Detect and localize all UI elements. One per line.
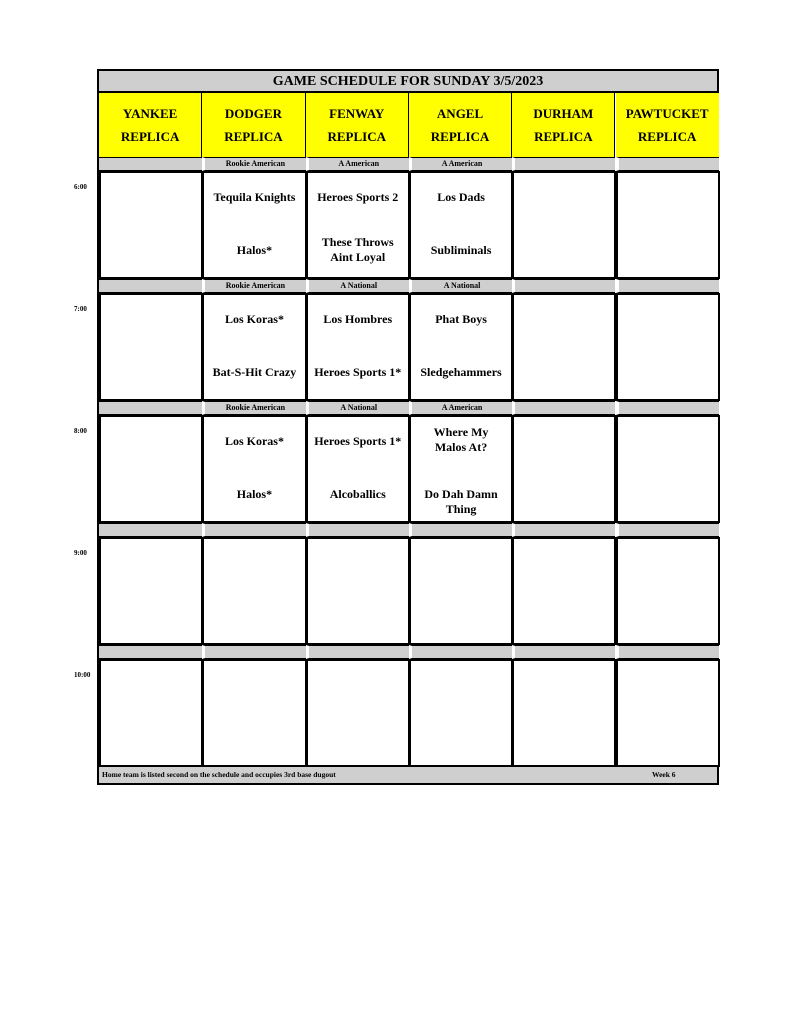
- division-band: [99, 279, 202, 293]
- division-band: [512, 523, 615, 537]
- field-header-fenway: [306, 93, 409, 157]
- game-cell: [202, 293, 306, 401]
- home-team: Do Dah Damn Thing: [424, 487, 498, 516]
- division-band: [512, 279, 615, 293]
- schedule-sheet: [97, 69, 719, 785]
- field-name: ANGEL: [436, 106, 484, 121]
- division-band: [306, 523, 409, 537]
- away-team: Tequila Knights: [213, 190, 296, 204]
- game-cell: [409, 171, 513, 279]
- field-name: PAWTUCKET: [625, 106, 709, 121]
- game-cell: [616, 659, 720, 767]
- game-cell: [616, 293, 720, 401]
- field-subtitle: REPLICA: [534, 129, 593, 144]
- game-cell: [616, 537, 720, 645]
- field-subtitle: REPLICA: [430, 129, 490, 144]
- game-cell: [99, 293, 203, 401]
- away-team: Los Koras*: [224, 312, 284, 326]
- field-name: FENWAY: [329, 106, 385, 121]
- division-band: Rookie American: [202, 279, 305, 293]
- game-cell: [409, 659, 513, 767]
- field-header-angel: [409, 93, 512, 157]
- game-cell: [202, 415, 306, 523]
- home-team: Bat-S-Hit Crazy: [212, 365, 297, 379]
- game-cell: [512, 415, 616, 523]
- home-team: Alcoballics: [329, 487, 386, 501]
- home-team: Halos*: [236, 487, 273, 501]
- field-header-dodger: [202, 93, 305, 157]
- division-band: [99, 645, 202, 659]
- home-team: Sledgehammers: [420, 365, 502, 379]
- game-cell: [306, 537, 410, 645]
- away-team: Heroes Sports 2: [317, 190, 399, 204]
- game-cell: [99, 171, 203, 279]
- division-band: [616, 523, 719, 537]
- game-cell: [99, 415, 203, 523]
- away-team: Los Koras*: [224, 434, 284, 448]
- division-band: [202, 523, 305, 537]
- home-team-note: Home team is listed second on the schedule and occupies 3rd base dugout: [102, 770, 336, 779]
- field-subtitle: REPLICA: [327, 129, 386, 144]
- division-band: [512, 157, 615, 171]
- division-band: A National: [409, 279, 512, 293]
- time-label: 10:00: [74, 671, 91, 679]
- field-header-pawtucket: [616, 93, 719, 157]
- game-cell: [512, 171, 616, 279]
- game-cell: [306, 171, 410, 279]
- game-cell: [202, 659, 306, 767]
- home-team: These Throws Aint Loyal: [321, 235, 394, 264]
- division-band: [616, 157, 719, 171]
- field-name: DURHAM: [533, 106, 594, 121]
- home-team: Heroes Sports 1*: [314, 365, 402, 379]
- game-cell: [202, 537, 306, 645]
- game-cell: [616, 171, 720, 279]
- field-header-yankee: [99, 93, 202, 157]
- division-band: [99, 523, 202, 537]
- division-band: [512, 645, 615, 659]
- game-cell: [99, 537, 203, 645]
- game-cell: [306, 659, 410, 767]
- field-subtitle: REPLICA: [224, 129, 283, 144]
- footer-bar: [99, 765, 717, 783]
- division-band: [99, 401, 202, 415]
- away-team: Los Dads: [437, 190, 485, 204]
- division-band: [409, 523, 512, 537]
- game-cell: [409, 415, 513, 523]
- time-label: 8:00: [74, 427, 87, 435]
- game-cell: [512, 659, 616, 767]
- game-cell: [306, 293, 410, 401]
- game-cell: [202, 171, 306, 279]
- game-cell: [616, 415, 720, 523]
- division-band: A American: [409, 401, 512, 415]
- away-team: Where My Malos At?: [433, 425, 489, 454]
- division-band: [512, 401, 615, 415]
- schedule-title: GAME SCHEDULE FOR SUNDAY 3/5/2023: [99, 71, 717, 93]
- division-band: [409, 645, 512, 659]
- division-band: [616, 401, 719, 415]
- division-band: [616, 279, 719, 293]
- division-band: Rookie American: [202, 401, 305, 415]
- game-cell: [512, 293, 616, 401]
- field-subtitle: REPLICA: [637, 129, 697, 144]
- field-header-durham: [512, 93, 615, 157]
- division-band: [202, 645, 305, 659]
- home-team: Subliminals: [430, 243, 492, 257]
- time-label: 6:00: [74, 183, 87, 191]
- week-label: Week 6: [652, 770, 676, 779]
- game-cell: [306, 415, 410, 523]
- division-band: [99, 157, 202, 171]
- division-band: A American: [306, 157, 409, 171]
- time-label: 7:00: [74, 305, 87, 313]
- home-team: Halos*: [236, 243, 273, 257]
- away-team: Phat Boys: [435, 312, 487, 326]
- division-band: A National: [306, 279, 409, 293]
- division-band: A American: [409, 157, 512, 171]
- division-band: [306, 645, 409, 659]
- field-name: DODGER: [224, 106, 282, 121]
- division-band: Rookie American: [202, 157, 305, 171]
- game-cell: [99, 659, 203, 767]
- away-team: Heroes Sports 1*: [314, 434, 402, 448]
- field-subtitle: REPLICA: [120, 129, 180, 144]
- time-label: 9:00: [74, 549, 87, 557]
- field-name: YANKEE: [122, 106, 178, 121]
- game-cell: [409, 537, 513, 645]
- division-band: [616, 645, 719, 659]
- away-team: Los Hombres: [323, 312, 393, 326]
- game-cell: [409, 293, 513, 401]
- division-band: A National: [306, 401, 409, 415]
- game-cell: [512, 537, 616, 645]
